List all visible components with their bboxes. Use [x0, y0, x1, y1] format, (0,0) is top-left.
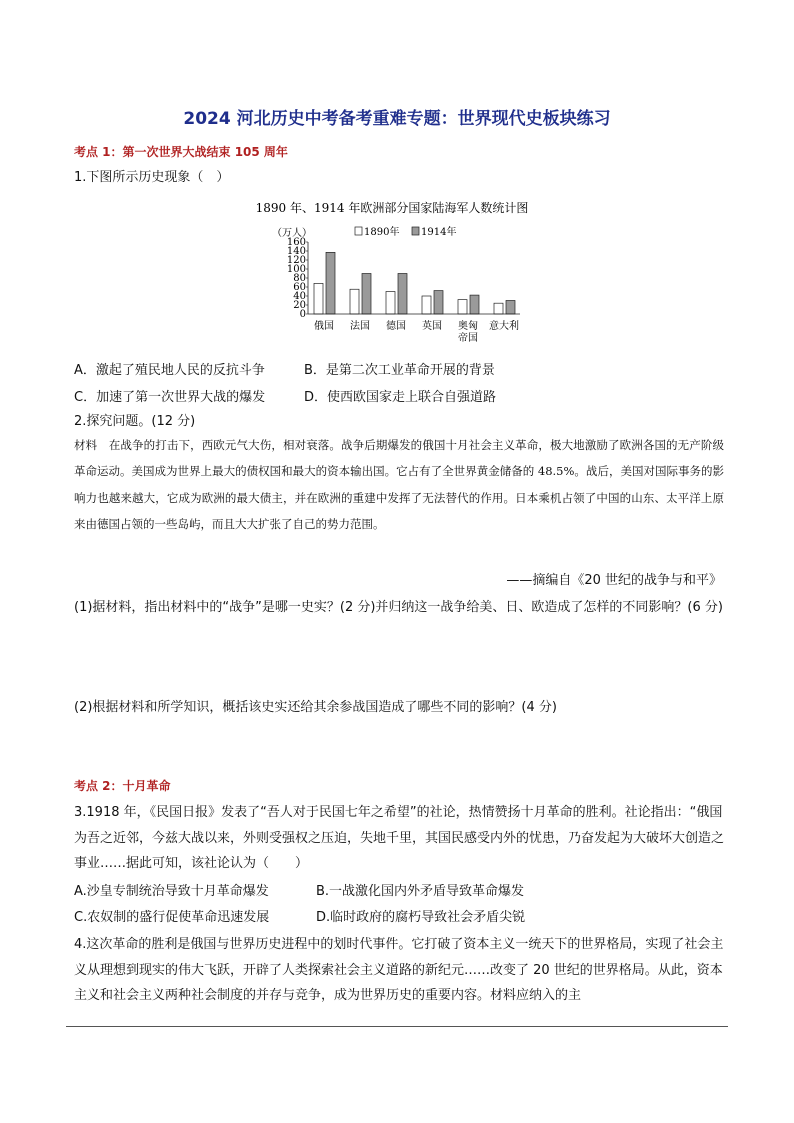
q1-option-b: B．是第二次工业革命开展的背景 — [304, 363, 495, 378]
legend-swatch-0 — [355, 227, 362, 235]
y-tick-label: 20 — [293, 300, 306, 311]
x-category-label: 俄国 — [314, 321, 334, 332]
q1-option-d: D．使西欧国家走上联合自强道路 — [304, 390, 497, 405]
y-tick-label: 80 — [293, 273, 306, 284]
q1-option-c: C．加速了第一次世界大战的爆发 — [74, 390, 266, 405]
bar-1890-1 — [350, 289, 359, 314]
chart-y-axis-label: （万人） — [272, 228, 312, 239]
q3-option-b: B.一战激化国内外矛盾导致革命爆发 — [316, 884, 525, 899]
question-2-stem: 2.探究问题。(12 分) — [74, 414, 196, 429]
question-2-sub-1: (1)据材料，指出材料中的“战争”是哪一史实？(2 分)并归纳这一战争给美、日、欧造成了怎样的不同影响？(6 分) — [74, 600, 723, 615]
bar-1914-4 — [470, 295, 479, 314]
bar-1890-3 — [422, 296, 431, 314]
bar-1890-0 — [314, 283, 323, 314]
y-tick-label: 160 — [286, 237, 306, 248]
bar-1914-2 — [398, 274, 407, 315]
y-tick-label: 40 — [293, 291, 306, 302]
legend-swatch-1 — [412, 227, 419, 235]
question-3-stem: 3.1918 年，《民国日报》发表了“吾人对于民国七年之希望”的社论，热情赞扬十月革命的胜利。社论指出：“俄国为吾之近邻，今兹大战以来，外则受强权之压迫，失地千里，其国民感受内外的忧患，乃奋发起为大破坏大创造之事业……据此可知，该社论认为（ ） — [74, 805, 725, 871]
legend-label-1: 1914年 — [421, 227, 457, 238]
question-2-material: 材料 在战争的打击下，西欧元气大伤，相对衰落。战争后期爆发的俄国十月社会主义革命，极大地激励了欧洲各国的无产阶级革命运动。美国成为世界上最大的债权国和最大的资本输出国。它占有了全世界黄金储备的 48.5%。战后，美国对国际事务的影响力也越来越大，它成为欧洲的最大债主，并在欧洲的重建中发挥了无法替代的作用。日本乘机占领了中国的山东、太平洋上原来由德国占领的一些岛屿，而且大大扩张了自己的势力范围。 — [74, 438, 724, 532]
bar-1914-0 — [326, 252, 335, 314]
bar-1914-1 — [362, 274, 371, 315]
document-title: 2024 河北历史中考备考重难专题：世界现代史板块练习 — [183, 109, 611, 129]
army-size-bar-chart — [0, 192, 794, 372]
q3-option-c: C.农奴制的盛行促使革命迅速发展 — [74, 910, 270, 925]
bar-1890-4 — [458, 300, 467, 314]
q1-option-a: A．激起了殖民地人民的反抗斗争 — [74, 363, 265, 378]
question-1-stem: 1.下图所示历史现象（ ） — [74, 170, 230, 185]
y-tick-label: 0 — [299, 309, 306, 320]
question-2-sub-2: (2)根据材料和所学知识，概括该史实还给其余参战国造成了哪些不同的影响？(4 分) — [74, 700, 557, 715]
page-bottom-rule — [66, 1026, 728, 1027]
x-category-label: 英国 — [422, 321, 442, 332]
chart-legend — [355, 225, 456, 238]
y-tick-label: 100 — [286, 264, 306, 275]
y-tick-label: 140 — [286, 246, 306, 257]
bar-1890-2 — [386, 292, 395, 315]
question-4-stem: 4.这次革命的胜利是俄国与世界历史进程中的划时代事件。它打破了资本主义一统天下的世界格局，实现了社会主义从理想到现实的伟大飞跃，开辟了人类探索社会主义道路的新纪元……改变了 20 世纪的世界格局。从此，资本主义和社会主义两种社会制度的并存与竞争，成为世界历史的重要内容。材料应纳入的主 — [74, 937, 724, 1003]
q3-option-d: D.临时政府的腐朽导致社会矛盾尖锐 — [316, 910, 526, 925]
section-heading-1: 考点 1：第一次世界大战结束 105 周年 — [74, 145, 288, 159]
x-category-label: 意大利 — [489, 321, 519, 332]
chart-title: 1890 年、1914 年欧洲部分国家陆海军人数统计图 — [255, 201, 529, 215]
bar-1890-5 — [494, 303, 503, 314]
chart-bars — [314, 252, 515, 314]
bar-1914-3 — [434, 291, 443, 314]
x-category-label: 德国 — [386, 321, 406, 332]
y-tick-label: 60 — [293, 282, 306, 293]
legend-label-0: 1890年 — [364, 227, 400, 238]
chart-x-labels — [314, 319, 519, 344]
bar-1914-5 — [506, 301, 515, 315]
material-source: ——摘编自《20 世纪的战争与和平》 — [506, 573, 722, 588]
q3-option-a: A.沙皇专制统治导致十月革命爆发 — [74, 884, 269, 899]
section-heading-2: 考点 2：十月革命 — [74, 779, 171, 793]
chart-y-ticks — [287, 237, 308, 320]
x-category-label: 法国 — [350, 321, 370, 332]
y-tick-label: 120 — [286, 255, 306, 266]
x-category-label: 帝国 — [458, 333, 478, 344]
x-category-label: 奥匈 — [458, 321, 478, 332]
